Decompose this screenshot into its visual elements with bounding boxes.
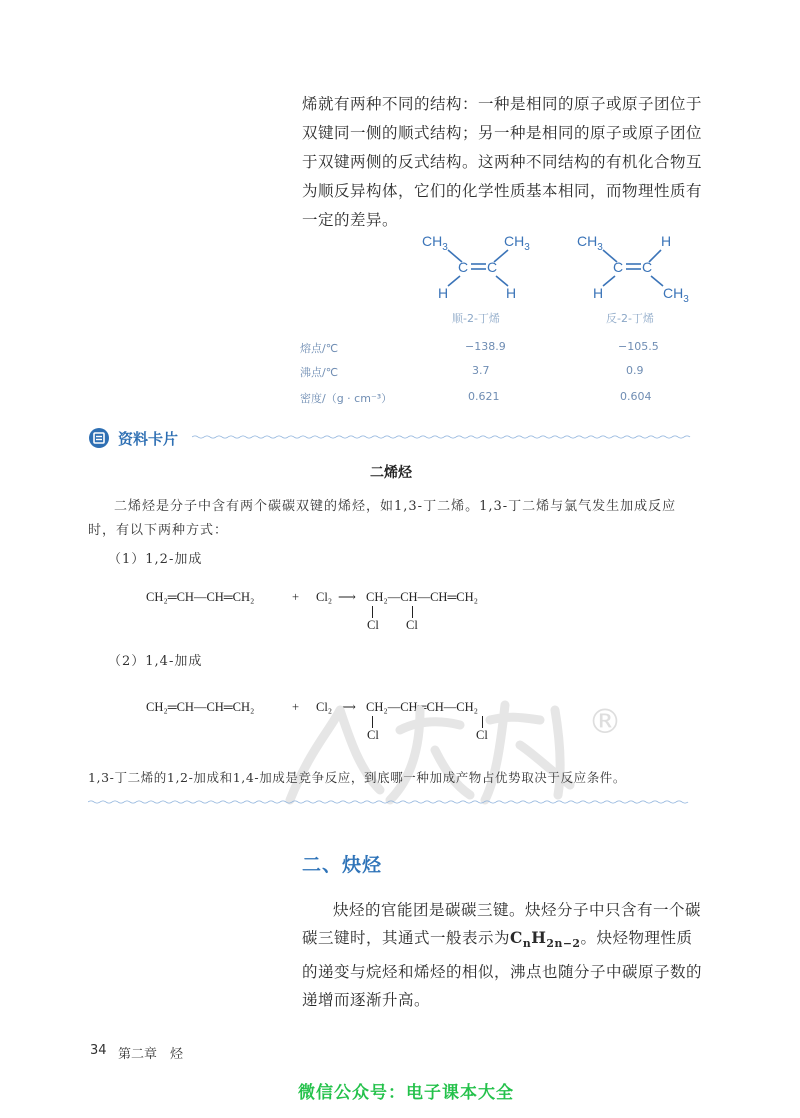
properties-table — [300, 340, 700, 410]
card-heading: 二烯烃 — [370, 465, 412, 481]
section-text-2: 。炔烃物理性质的递变与烷烃和烯烃的相似，沸点也随分子中碳原子数的递增而逐渐升高。 — [302, 929, 703, 1010]
cis-top-right: $CH_3$ — [504, 233, 530, 253]
section-title: 二、炔烃 — [302, 854, 383, 876]
trans-carbon-right: C — [642, 259, 653, 275]
cis-bottom-left: H — [438, 285, 449, 301]
publisher-watermark — [270, 690, 600, 810]
equation-1 — [146, 590, 566, 634]
eq2-reactant: CH₂═CH—CH═CH₂ — [146, 700, 255, 714]
eq1-reactant: CH₂═CH—CH═CH₂ — [146, 590, 255, 604]
property-trans-value: 0.9 — [626, 364, 644, 377]
eq2-arrow: ⟶ — [338, 700, 356, 714]
trans-bottom-right: $CH_3$ — [663, 285, 689, 302]
cis-carbon-left: C — [458, 259, 469, 275]
eq1-bond-2 — [412, 606, 413, 618]
formula-n: n — [522, 937, 532, 951]
property-label: 密度/（g · cm⁻³） — [300, 392, 393, 405]
intro-text: 烯就有两种不同的结构：一种是相同的原子或原子团位于双键同一侧的顺式结构；另一种是相同的原子或原子团位于双键两侧的反式结构。这两种不同结构的有机化合物互为顺反异构体，它们的化学性质基本相同，而物理性质有一定的差异。 — [302, 95, 703, 229]
eq1-plus: + — [292, 590, 300, 604]
case2-label: （2）1,4-加成 — [108, 654, 203, 669]
eq2-cl1: Cl — [367, 728, 379, 742]
card-paragraph-text: 二烯烃是分子中含有两个碳碳双键的烯烃，如1,3-丁二烯。1,3-丁二烯与氯气发生加成反应时，有以下两种方式： — [88, 499, 677, 538]
section-body — [302, 896, 704, 1014]
cis-2-butene-structure — [418, 228, 538, 302]
eq2-reagent: Cl₂ — [316, 700, 333, 714]
eq2-plus: + — [292, 700, 300, 714]
property-row-melting — [300, 340, 700, 356]
case1-label: （1）1,2-加成 — [108, 552, 203, 567]
eq1-product: CH₂—CH—CH═CH₂ — [366, 590, 479, 604]
trans-caption: 反-2-丁烯 — [606, 312, 654, 325]
trans-2-butene-structure — [573, 228, 703, 302]
card-bottom-divider — [88, 799, 702, 805]
eq1-bond-1 — [372, 606, 373, 618]
card-title: 资料卡片 — [118, 430, 179, 448]
page-number: 34 — [90, 1043, 107, 1058]
property-trans-value: 0.604 — [620, 390, 652, 403]
property-cis-value: 0.621 — [468, 390, 500, 403]
property-trans-value: −105.5 — [618, 340, 659, 353]
eq1-cl2: Cl — [406, 618, 418, 632]
eq2-cl2: Cl — [476, 728, 488, 742]
section-paragraph — [302, 896, 704, 1014]
intro-paragraph — [302, 90, 702, 235]
card-paragraph — [88, 495, 703, 543]
chapter-label: 第二章 烃 — [118, 1047, 184, 1062]
card-conclusion: 1,3-丁二烯的1,2-加成和1,4-加成是竞争反应，到底哪一种加成产物占优势取决于反应条件。 — [88, 770, 627, 785]
cis-bottom-right: H — [506, 285, 517, 301]
trans-carbon-left: C — [613, 259, 624, 275]
trans-top-right: H — [661, 233, 672, 249]
section-text-1: 炔烃的官能团是碳碳三键。炔烃分子中只含有一个碳碳三键时，其通式一般表示为 — [302, 901, 702, 947]
property-label: 沸点/℃ — [300, 366, 339, 379]
formula-sub: 2n−2 — [546, 937, 581, 951]
formula-c: C — [510, 928, 523, 947]
property-row-boiling — [300, 364, 700, 380]
registered-mark: ® — [588, 702, 622, 742]
card-icon — [88, 427, 110, 449]
property-label: 熔点/℃ — [300, 342, 339, 355]
formula — [510, 928, 581, 951]
cis-top-left: $CH_3$ — [422, 233, 448, 253]
property-cis-value: −138.9 — [465, 340, 506, 353]
cis-caption: 顺-2-丁烯 — [452, 312, 500, 325]
eq1-arrow: ⟶ — [338, 590, 356, 604]
trans-bottom-left: H — [593, 285, 604, 301]
property-row-density — [300, 390, 700, 406]
card-top-divider — [192, 434, 702, 440]
eq1-reagent: Cl₂ — [316, 590, 333, 604]
formula-h: H — [531, 928, 547, 947]
cis-carbon-right: C — [487, 259, 498, 275]
eq1-cl1: Cl — [367, 618, 379, 632]
trans-top-left: $CH_3$ — [577, 233, 603, 253]
wechat-account: 微信公众号：电子课本大全 — [298, 1083, 514, 1103]
eq2-product: CH₂—CH═CH—CH₂ — [366, 700, 479, 714]
property-cis-value: 3.7 — [472, 364, 490, 377]
